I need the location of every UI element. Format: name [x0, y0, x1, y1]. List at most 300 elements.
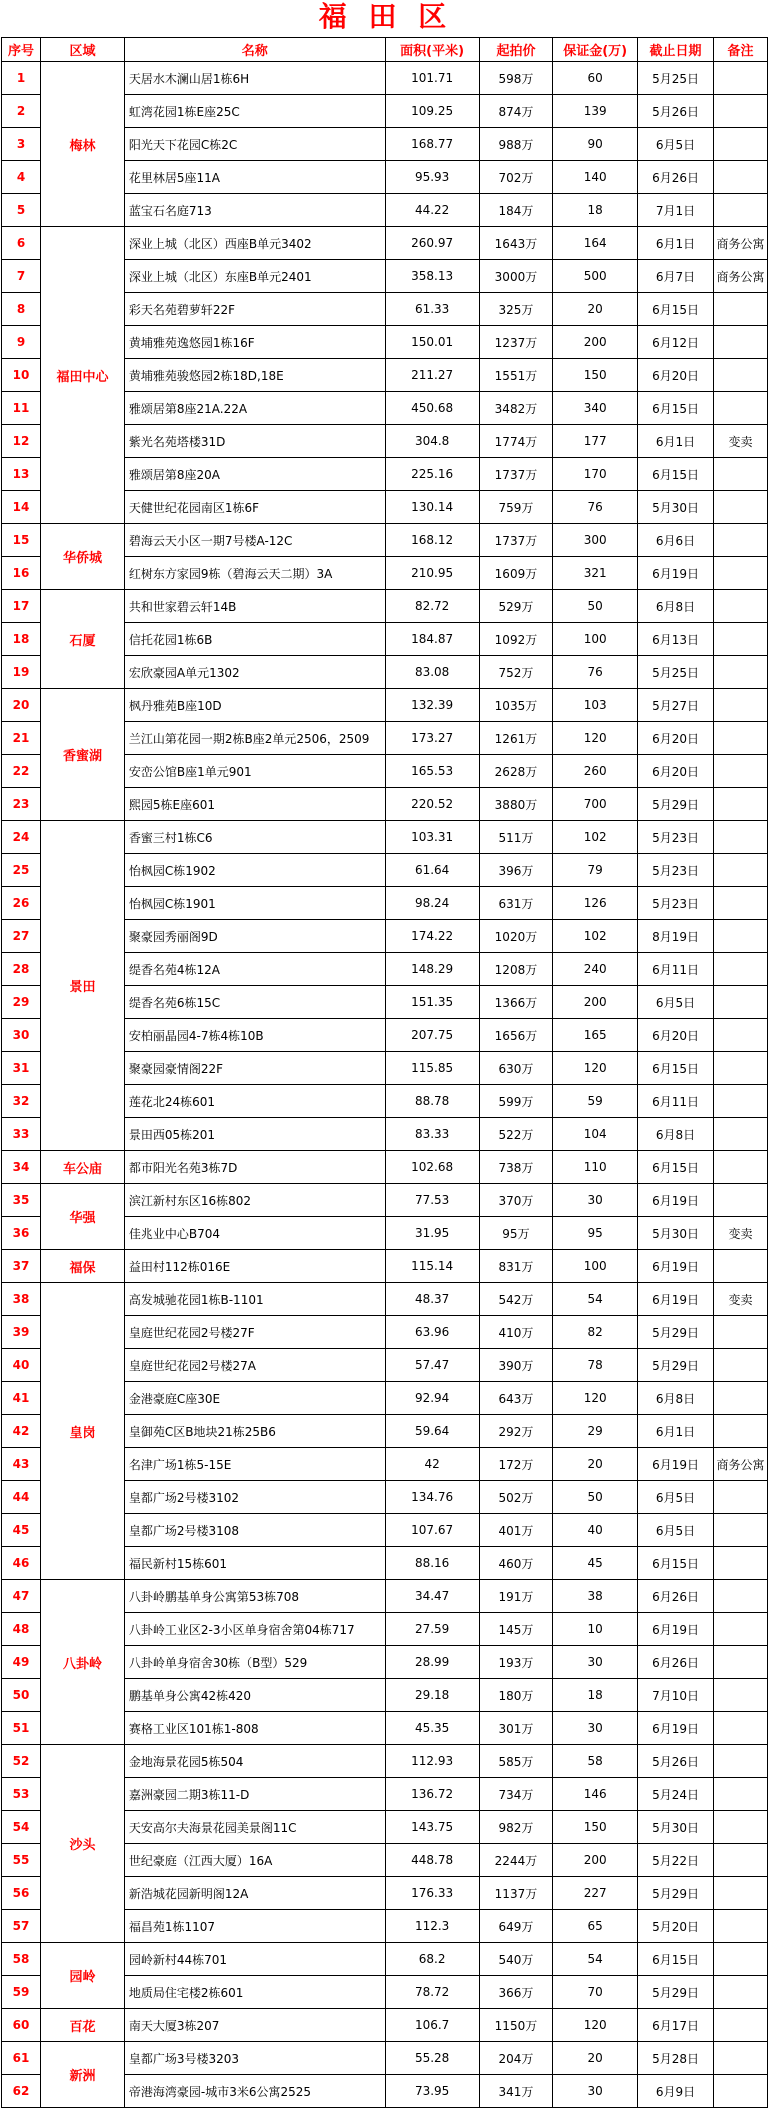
- note-cell: 变卖: [713, 425, 767, 458]
- property-name: 金地海景花园5栋504: [124, 1745, 385, 1778]
- deadline-cell: 6月8日: [638, 1382, 714, 1415]
- row-number: 20: [2, 689, 41, 722]
- property-name: 世纪豪庭（江西大厦）16A: [124, 1844, 385, 1877]
- deadline-cell: 6月15日: [638, 458, 714, 491]
- deadline-cell: 6月19日: [638, 1250, 714, 1283]
- property-name: 赛格工业区101栋1-808: [124, 1712, 385, 1745]
- deposit-cell: 139: [553, 95, 638, 128]
- deadline-cell: 5月25日: [638, 62, 714, 95]
- note-cell: [713, 161, 767, 194]
- row-number: 61: [2, 2042, 41, 2075]
- property-name: 香蜜三村1栋C6: [124, 821, 385, 854]
- deadline-cell: 6月5日: [638, 986, 714, 1019]
- area-cell: 59.64: [385, 1415, 479, 1448]
- note-cell: [713, 326, 767, 359]
- table-row: [2, 1283, 768, 1316]
- price-cell: 598万: [479, 62, 552, 95]
- area-cell: 73.95: [385, 2075, 479, 2108]
- row-number: 28: [2, 953, 41, 986]
- deadline-cell: 7月10日: [638, 1679, 714, 1712]
- district-cell: 园岭: [41, 1943, 125, 2009]
- price-cell: 1092万: [479, 623, 552, 656]
- deadline-cell: 5月23日: [638, 887, 714, 920]
- property-name: 天安高尔夫海景花园美景阁11C: [124, 1811, 385, 1844]
- price-cell: 1774万: [479, 425, 552, 458]
- deposit-cell: 30: [553, 2075, 638, 2108]
- row-number: 54: [2, 1811, 41, 1844]
- property-name: 地质局住宅楼2栋601: [124, 1976, 385, 2009]
- area-cell: 103.31: [385, 821, 479, 854]
- price-cell: 390万: [479, 1349, 552, 1382]
- property-name: 聚豪园秀丽阁9D: [124, 920, 385, 953]
- property-name: 鹏基单身公寓42栋420: [124, 1679, 385, 1712]
- property-name: 滨江新村东区16栋802: [124, 1184, 385, 1217]
- row-number: 36: [2, 1217, 41, 1250]
- deadline-cell: 6月8日: [638, 590, 714, 623]
- area-cell: 143.75: [385, 1811, 479, 1844]
- row-number: 58: [2, 1943, 41, 1976]
- note-cell: [713, 1613, 767, 1646]
- price-cell: 759万: [479, 491, 552, 524]
- note-cell: [713, 557, 767, 590]
- area-cell: 168.12: [385, 524, 479, 557]
- deposit-cell: 29: [553, 1415, 638, 1448]
- price-cell: 649万: [479, 1910, 552, 1943]
- deadline-cell: 6月15日: [638, 392, 714, 425]
- area-cell: 31.95: [385, 1217, 479, 1250]
- price-cell: 193万: [479, 1646, 552, 1679]
- price-cell: 1020万: [479, 920, 552, 953]
- note-cell: [713, 1151, 767, 1184]
- area-cell: 207.75: [385, 1019, 479, 1052]
- property-name: 八卦岭鹏基单身公寓第53栋708: [124, 1580, 385, 1613]
- price-cell: 3880万: [479, 788, 552, 821]
- deadline-cell: 5月27日: [638, 689, 714, 722]
- note-cell: [713, 821, 767, 854]
- price-cell: 1237万: [479, 326, 552, 359]
- note-cell: [713, 1778, 767, 1811]
- deposit-cell: 170: [553, 458, 638, 491]
- row-number: 17: [2, 590, 41, 623]
- area-cell: 304.8: [385, 425, 479, 458]
- property-name: 深业上城（北区）西座B单元3402: [124, 227, 385, 260]
- price-cell: 172万: [479, 1448, 552, 1481]
- table-row: [2, 821, 768, 854]
- deadline-cell: 6月5日: [638, 1481, 714, 1514]
- area-cell: 112.3: [385, 1910, 479, 1943]
- deposit-cell: 10: [553, 1613, 638, 1646]
- deadline-cell: 6月15日: [638, 1547, 714, 1580]
- area-cell: 34.47: [385, 1580, 479, 1613]
- deadline-cell: 6月6日: [638, 524, 714, 557]
- header-deposit: 保证金(万): [553, 38, 638, 62]
- header-district: 区域: [41, 38, 125, 62]
- deposit-cell: 95: [553, 1217, 638, 1250]
- area-cell: 28.99: [385, 1646, 479, 1679]
- deadline-cell: 6月15日: [638, 1052, 714, 1085]
- deposit-cell: 20: [553, 1448, 638, 1481]
- deadline-cell: 5月30日: [638, 491, 714, 524]
- deposit-cell: 76: [553, 491, 638, 524]
- property-name: 八卦岭工业区2-3小区单身宿舍第04栋717: [124, 1613, 385, 1646]
- note-cell: [713, 1514, 767, 1547]
- area-cell: 63.96: [385, 1316, 479, 1349]
- note-cell: [713, 1547, 767, 1580]
- area-cell: 176.33: [385, 1877, 479, 1910]
- area-cell: 173.27: [385, 722, 479, 755]
- note-cell: 商务公寓: [713, 227, 767, 260]
- price-cell: 180万: [479, 1679, 552, 1712]
- row-number: 39: [2, 1316, 41, 1349]
- property-name: 雅颂居第8座21A.22A: [124, 392, 385, 425]
- deadline-cell: 6月19日: [638, 1184, 714, 1217]
- row-number: 23: [2, 788, 41, 821]
- deposit-cell: 78: [553, 1349, 638, 1382]
- row-number: 24: [2, 821, 41, 854]
- table-row: [2, 524, 768, 557]
- row-number: 37: [2, 1250, 41, 1283]
- area-cell: 211.27: [385, 359, 479, 392]
- property-name: 皇庭世纪花园2号楼27A: [124, 1349, 385, 1382]
- note-cell: [713, 986, 767, 1019]
- deadline-cell: 5月29日: [638, 1877, 714, 1910]
- note-cell: [713, 1745, 767, 1778]
- property-name: 莲花北24栋601: [124, 1085, 385, 1118]
- note-cell: 商务公寓: [713, 1448, 767, 1481]
- header-note: 备注: [713, 38, 767, 62]
- area-cell: 88.16: [385, 1547, 479, 1580]
- property-name: 高发城驰花园1栋B-1101: [124, 1283, 385, 1316]
- deposit-cell: 20: [553, 2042, 638, 2075]
- deposit-cell: 90: [553, 128, 638, 161]
- note-cell: [713, 1250, 767, 1283]
- deadline-cell: 5月29日: [638, 1349, 714, 1382]
- property-name: 安峦公馆B座1单元901: [124, 755, 385, 788]
- deposit-cell: 50: [553, 590, 638, 623]
- price-cell: 982万: [479, 1811, 552, 1844]
- area-cell: 112.93: [385, 1745, 479, 1778]
- property-name: 园岭新村44栋701: [124, 1943, 385, 1976]
- table-row: [2, 1745, 768, 1778]
- deposit-cell: 103: [553, 689, 638, 722]
- note-cell: [713, 1712, 767, 1745]
- row-number: 3: [2, 128, 41, 161]
- price-cell: 292万: [479, 1415, 552, 1448]
- price-cell: 522万: [479, 1118, 552, 1151]
- deadline-cell: 6月8日: [638, 1118, 714, 1151]
- area-cell: 115.14: [385, 1250, 479, 1283]
- property-name: 蓝宝石名庭713: [124, 194, 385, 227]
- price-cell: 502万: [479, 1481, 552, 1514]
- row-number: 21: [2, 722, 41, 755]
- note-cell: [713, 1118, 767, 1151]
- deadline-cell: 6月15日: [638, 1943, 714, 1976]
- header-no: 序号: [2, 38, 41, 62]
- deposit-cell: 70: [553, 1976, 638, 2009]
- row-number: 41: [2, 1382, 41, 1415]
- table-row: [2, 2009, 768, 2042]
- property-name: 怡枫园C栋1902: [124, 854, 385, 887]
- price-cell: 599万: [479, 1085, 552, 1118]
- deposit-cell: 120: [553, 722, 638, 755]
- deposit-cell: 30: [553, 1646, 638, 1679]
- deadline-cell: 6月17日: [638, 2009, 714, 2042]
- note-cell: [713, 1679, 767, 1712]
- price-cell: 585万: [479, 1745, 552, 1778]
- row-number: 5: [2, 194, 41, 227]
- price-cell: 401万: [479, 1514, 552, 1547]
- area-cell: 132.39: [385, 689, 479, 722]
- table-body: [2, 62, 768, 2108]
- price-cell: 2628万: [479, 755, 552, 788]
- area-cell: 165.53: [385, 755, 479, 788]
- deadline-cell: 5月26日: [638, 1745, 714, 1778]
- district-cell: 八卦岭: [41, 1580, 125, 1745]
- property-name: 宏欣豪园A单元1302: [124, 656, 385, 689]
- price-cell: 396万: [479, 854, 552, 887]
- price-cell: 366万: [479, 1976, 552, 2009]
- price-cell: 1137万: [479, 1877, 552, 1910]
- note-cell: [713, 1316, 767, 1349]
- note-cell: [713, 755, 767, 788]
- row-number: 11: [2, 392, 41, 425]
- price-cell: 630万: [479, 1052, 552, 1085]
- price-cell: 1551万: [479, 359, 552, 392]
- table-row: [2, 689, 768, 722]
- row-number: 40: [2, 1349, 41, 1382]
- deposit-cell: 120: [553, 1382, 638, 1415]
- row-number: 30: [2, 1019, 41, 1052]
- deposit-cell: 76: [553, 656, 638, 689]
- deadline-cell: 6月1日: [638, 227, 714, 260]
- note-cell: [713, 887, 767, 920]
- price-cell: 3482万: [479, 392, 552, 425]
- district-cell: 梅林: [41, 62, 125, 227]
- note-cell: [713, 590, 767, 623]
- row-number: 33: [2, 1118, 41, 1151]
- deposit-cell: 260: [553, 755, 638, 788]
- row-number: 53: [2, 1778, 41, 1811]
- deposit-cell: 164: [553, 227, 638, 260]
- area-cell: 260.97: [385, 227, 479, 260]
- property-name: 皇都广场2号楼3108: [124, 1514, 385, 1547]
- header-deadline: 截止日期: [638, 38, 714, 62]
- area-cell: 45.35: [385, 1712, 479, 1745]
- deadline-cell: 6月20日: [638, 359, 714, 392]
- deadline-cell: 6月5日: [638, 128, 714, 161]
- deadline-cell: 6月15日: [638, 293, 714, 326]
- district-cell: 车公庙: [41, 1151, 125, 1184]
- note-cell: [713, 62, 767, 95]
- property-name: 佳兆业中心B704: [124, 1217, 385, 1250]
- deposit-cell: 20: [553, 293, 638, 326]
- note-cell: [713, 1844, 767, 1877]
- area-cell: 101.71: [385, 62, 479, 95]
- note-cell: [713, 1349, 767, 1382]
- row-number: 2: [2, 95, 41, 128]
- deadline-cell: 6月11日: [638, 1085, 714, 1118]
- deadline-cell: 6月5日: [638, 1514, 714, 1547]
- table-row: [2, 1580, 768, 1613]
- price-cell: 1609万: [479, 557, 552, 590]
- price-cell: 643万: [479, 1382, 552, 1415]
- note-cell: 商务公寓: [713, 260, 767, 293]
- row-number: 10: [2, 359, 41, 392]
- deposit-cell: 150: [553, 359, 638, 392]
- property-name: 花里林居5座11A: [124, 161, 385, 194]
- property-name: 缇香名苑6栋15C: [124, 986, 385, 1019]
- row-number: 38: [2, 1283, 41, 1316]
- property-name: 福民新村15栋601: [124, 1547, 385, 1580]
- row-number: 25: [2, 854, 41, 887]
- price-cell: 1643万: [479, 227, 552, 260]
- price-cell: 3000万: [479, 260, 552, 293]
- price-cell: 325万: [479, 293, 552, 326]
- deposit-cell: 120: [553, 2009, 638, 2042]
- price-cell: 542万: [479, 1283, 552, 1316]
- header-row: [2, 38, 768, 62]
- deposit-cell: 200: [553, 326, 638, 359]
- price-cell: 2244万: [479, 1844, 552, 1877]
- property-name: 紫光名苑塔楼31D: [124, 425, 385, 458]
- area-cell: 29.18: [385, 1679, 479, 1712]
- deposit-cell: 45: [553, 1547, 638, 1580]
- property-name: 皇都广场3号楼3203: [124, 2042, 385, 2075]
- header-area: 面积(平米): [385, 38, 479, 62]
- table-row: [2, 1250, 768, 1283]
- note-cell: [713, 1184, 767, 1217]
- area-cell: 95.93: [385, 161, 479, 194]
- note-cell: [713, 194, 767, 227]
- row-number: 34: [2, 1151, 41, 1184]
- property-name: 新浩城花园新明阁12A: [124, 1877, 385, 1910]
- price-cell: 1035万: [479, 689, 552, 722]
- price-cell: 1261万: [479, 722, 552, 755]
- district-cell: 华侨城: [41, 524, 125, 590]
- row-number: 13: [2, 458, 41, 491]
- property-name: 嘉洲豪园二期3栋11-D: [124, 1778, 385, 1811]
- price-cell: 1737万: [479, 524, 552, 557]
- price-cell: 204万: [479, 2042, 552, 2075]
- deadline-cell: 6月7日: [638, 260, 714, 293]
- note-cell: [713, 1052, 767, 1085]
- deadline-cell: 6月13日: [638, 623, 714, 656]
- area-cell: 61.64: [385, 854, 479, 887]
- area-cell: 225.16: [385, 458, 479, 491]
- note-cell: [713, 1976, 767, 2009]
- row-number: 49: [2, 1646, 41, 1679]
- district-cell: 福保: [41, 1250, 125, 1283]
- area-cell: 210.95: [385, 557, 479, 590]
- price-cell: 460万: [479, 1547, 552, 1580]
- row-number: 62: [2, 2075, 41, 2108]
- deposit-cell: 102: [553, 821, 638, 854]
- deposit-cell: 40: [553, 1514, 638, 1547]
- property-name: 福昌苑1栋1107: [124, 1910, 385, 1943]
- area-cell: 150.01: [385, 326, 479, 359]
- deposit-cell: 110: [553, 1151, 638, 1184]
- price-cell: 529万: [479, 590, 552, 623]
- district-cell: 福田中心: [41, 227, 125, 524]
- deposit-cell: 100: [553, 1250, 638, 1283]
- area-cell: 220.52: [385, 788, 479, 821]
- property-name: 缇香名苑4栋12A: [124, 953, 385, 986]
- deposit-cell: 100: [553, 623, 638, 656]
- deposit-cell: 120: [553, 1052, 638, 1085]
- note-cell: [713, 1415, 767, 1448]
- deadline-cell: 6月19日: [638, 1448, 714, 1481]
- property-name: 雅颂居第8座20A: [124, 458, 385, 491]
- area-cell: 57.47: [385, 1349, 479, 1382]
- table-row: [2, 62, 768, 95]
- note-cell: [713, 359, 767, 392]
- price-cell: 752万: [479, 656, 552, 689]
- deposit-cell: 240: [553, 953, 638, 986]
- deposit-cell: 18: [553, 194, 638, 227]
- property-name: 都市阳光名苑3栋7D: [124, 1151, 385, 1184]
- price-cell: 1150万: [479, 2009, 552, 2042]
- deposit-cell: 79: [553, 854, 638, 887]
- deadline-cell: 5月30日: [638, 1811, 714, 1844]
- row-number: 18: [2, 623, 41, 656]
- row-number: 52: [2, 1745, 41, 1778]
- area-cell: 48.37: [385, 1283, 479, 1316]
- note-cell: [713, 1382, 767, 1415]
- area-cell: 88.78: [385, 1085, 479, 1118]
- note-cell: [713, 491, 767, 524]
- note-cell: [713, 1085, 767, 1118]
- row-number: 46: [2, 1547, 41, 1580]
- property-name: 熙园5栋E座601: [124, 788, 385, 821]
- row-number: 56: [2, 1877, 41, 1910]
- area-cell: 136.72: [385, 1778, 479, 1811]
- deposit-cell: 165: [553, 1019, 638, 1052]
- deadline-cell: 6月26日: [638, 161, 714, 194]
- deposit-cell: 140: [553, 161, 638, 194]
- deadline-cell: 5月29日: [638, 788, 714, 821]
- property-name: 南天大厦3栋207: [124, 2009, 385, 2042]
- property-name: 怡枫园C栋1901: [124, 887, 385, 920]
- price-cell: 184万: [479, 194, 552, 227]
- area-cell: 27.59: [385, 1613, 479, 1646]
- deposit-cell: 177: [553, 425, 638, 458]
- row-number: 1: [2, 62, 41, 95]
- property-name: 碧海云天小区一期7号楼A-12C: [124, 524, 385, 557]
- row-number: 48: [2, 1613, 41, 1646]
- area-cell: 55.28: [385, 2042, 479, 2075]
- deposit-cell: 200: [553, 1844, 638, 1877]
- property-name: 黄埔雅苑骏悠园2栋18D,18E: [124, 359, 385, 392]
- note-cell: [713, 392, 767, 425]
- area-cell: 109.25: [385, 95, 479, 128]
- note-cell: [713, 458, 767, 491]
- area-cell: 106.7: [385, 2009, 479, 2042]
- area-cell: 68.2: [385, 1943, 479, 1976]
- note-cell: [713, 1646, 767, 1679]
- deposit-cell: 146: [553, 1778, 638, 1811]
- deposit-cell: 500: [553, 260, 638, 293]
- deposit-cell: 60: [553, 62, 638, 95]
- deadline-cell: 6月19日: [638, 1613, 714, 1646]
- property-name: 枫丹雅苑B座10D: [124, 689, 385, 722]
- deadline-cell: 6月26日: [638, 1580, 714, 1613]
- note-cell: [713, 1910, 767, 1943]
- price-cell: 540万: [479, 1943, 552, 1976]
- row-number: 51: [2, 1712, 41, 1745]
- note-cell: [713, 689, 767, 722]
- property-name: 深业上城（北区）东座B单元2401: [124, 260, 385, 293]
- area-cell: 92.94: [385, 1382, 479, 1415]
